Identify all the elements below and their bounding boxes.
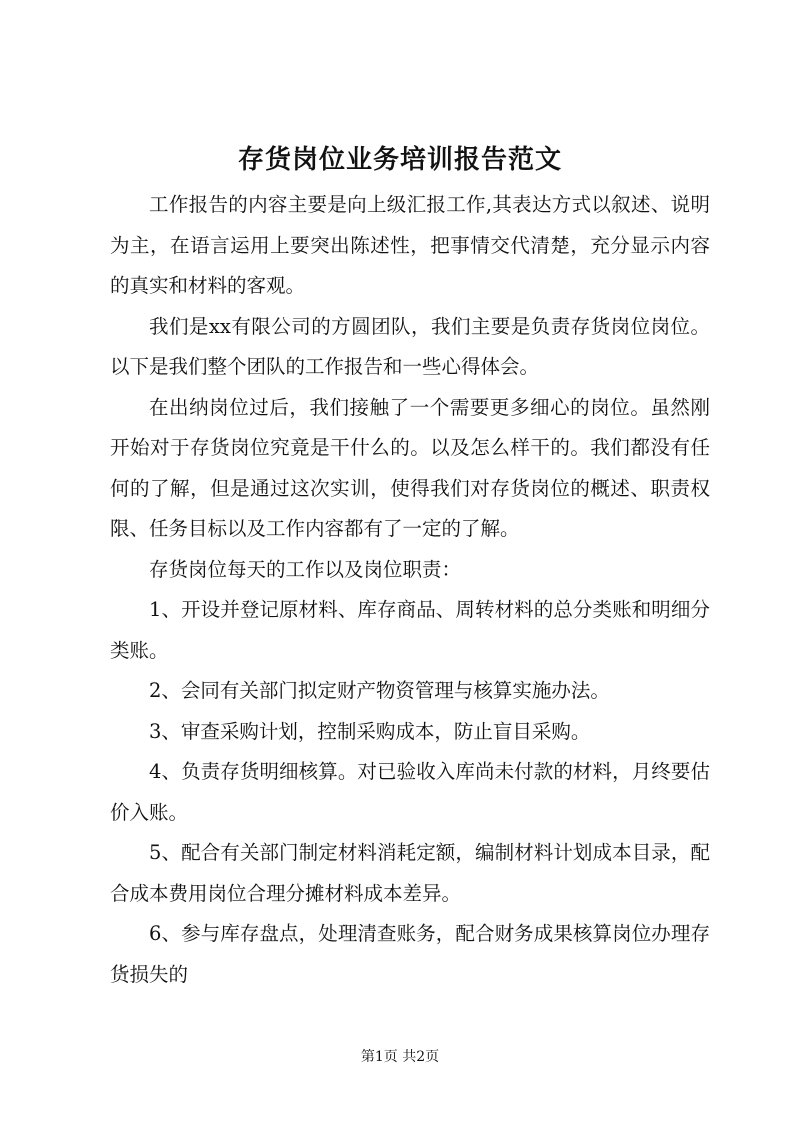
duty-item-3: 3、审查采购计划，控制采购成本，防止盲目采购。 [149, 719, 591, 743]
duty-item-1: 1、开设并登记原材料、库存商品、周转材料的总分类账和明细分类账。 [110, 598, 710, 662]
document-title: 存货岗位业务培训报告范文 [237, 145, 562, 175]
page-footer: 第1页 共2页 [360, 1049, 440, 1065]
paragraph-experience: 在出纳岗位过后，我们接触了一个需要更多细心的岗位。虽然刚开始对于存货岗位究竟是干什么的。以及怎么样干的。我们都没有任何的了解，但是通过这次实训，使得我们对存货岗位的概述、职责权限、任务目标以及工作内容都有了一定的了解。 [110, 395, 710, 540]
duty-item-2: 2、会同有关部门拟定财产物资管理与核算实施办法。 [149, 679, 610, 702]
paragraph-duties-heading: 存货岗位每天的工作以及岗位职责： [149, 557, 462, 581]
duty-item-4: 4、负责存货明细核算。对已验收入库尚未付款的材料，月终要估价入账。 [110, 760, 710, 824]
duty-item-5: 5、配合有关部门制定材料消耗定额，编制材料计划成本目录，配合成本费用岗位合理分摊材料成本差异。 [110, 841, 710, 905]
paragraph-team: 我们是xx有限公司的方圆团队，我们主要是负责存货岗位岗位。以下是我们整个团队的工作报告和一些心得体会。 [110, 314, 710, 378]
paragraph-intro: 工作报告的内容主要是向上级汇报工作,其表达方式以叙述、说明为主，在语言运用上要突出陈述性，把事情交代清楚，充分显示内容的真实和材料的客观。 [110, 193, 710, 297]
document-body [110, 185, 710, 995]
duty-item-6: 6、参与库存盘点，处理清查账务，配合财务成果核算岗位办理存货损失的 [110, 922, 710, 986]
